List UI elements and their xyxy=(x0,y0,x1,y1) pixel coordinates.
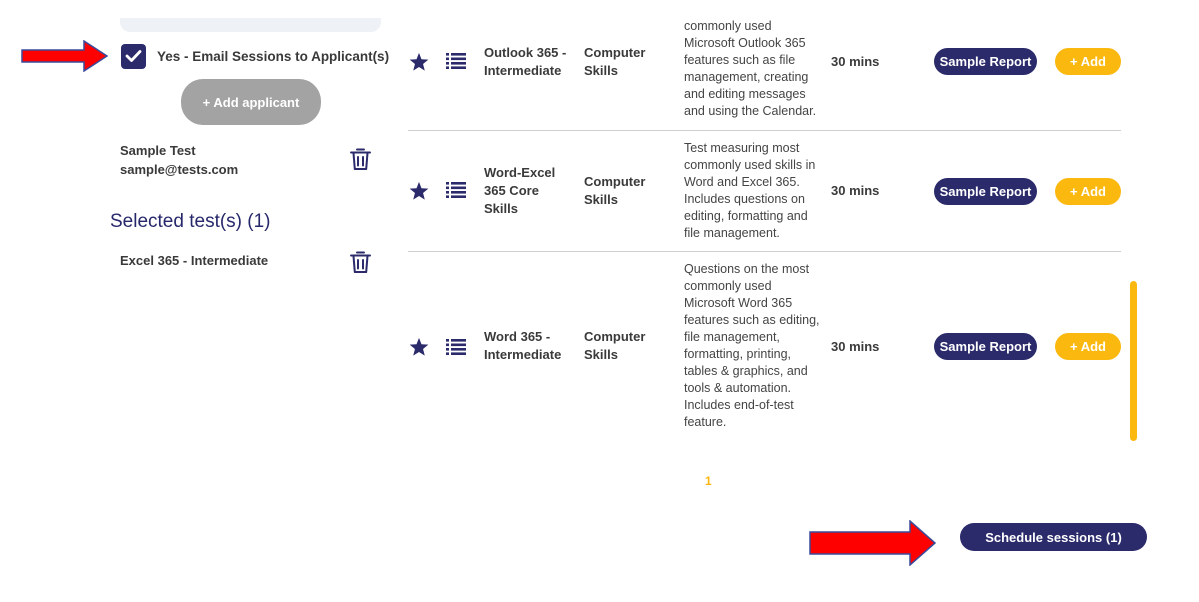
scrollbar[interactable] xyxy=(1130,281,1137,441)
test-duration: 30 mins xyxy=(831,183,880,198)
star-icon[interactable] xyxy=(409,52,429,76)
list-icon[interactable] xyxy=(446,339,466,360)
test-name: Word 365 - Intermediate xyxy=(484,329,562,362)
applicant-email: sample@tests.com xyxy=(120,162,239,177)
add-test-button[interactable]: + Add xyxy=(1055,48,1121,75)
applicant-entry xyxy=(120,141,380,179)
test-duration: 30 mins xyxy=(831,339,880,354)
email-sessions-checkbox[interactable] xyxy=(121,44,146,69)
add-test-button[interactable]: + Add xyxy=(1055,178,1121,205)
trash-icon[interactable] xyxy=(349,250,372,274)
add-test-button[interactable]: + Add xyxy=(1055,333,1121,360)
test-row xyxy=(408,252,1121,440)
add-applicant-button[interactable]: + Add applicant xyxy=(181,79,321,125)
applicant-name: Sample Test xyxy=(120,143,196,158)
test-description: Test measuring most commonly used skills in Word and Excel 365. Includes questions on editing, formatting and file management. xyxy=(684,141,816,240)
star-icon[interactable] xyxy=(409,181,429,205)
test-row xyxy=(408,131,1121,252)
list-icon[interactable] xyxy=(446,182,466,203)
sample-report-button[interactable]: Sample Report xyxy=(934,178,1037,205)
selected-test-item: Excel 365 - Intermediate xyxy=(120,253,269,268)
trash-icon[interactable] xyxy=(349,147,372,171)
test-description: Questions on the most commonly used Microsoft Word 365 features such as editing, file management, formatting, printing, tables & graphics, and tools & automation. Includes end-of-test feature. xyxy=(684,262,820,429)
star-icon[interactable] xyxy=(409,337,429,361)
email-sessions-label: Yes - Email Sessions to Applicant(s) xyxy=(157,48,390,64)
red-arrow-icon xyxy=(809,520,937,566)
list-icon[interactable] xyxy=(446,53,466,74)
test-category: Computer Skills xyxy=(584,45,646,78)
pagination-page[interactable]: 1 xyxy=(705,474,712,488)
test-description: commonly used Microsoft Outlook 365 features such as file management, creating and editing messages and using the Calendar. xyxy=(684,19,817,118)
checkmark-icon xyxy=(125,49,142,63)
schedule-sessions-button[interactable]: Schedule sessions (1) xyxy=(960,523,1147,551)
sample-report-button[interactable]: Sample Report xyxy=(934,48,1037,75)
test-category: Computer Skills xyxy=(584,174,646,207)
test-category: Computer Skills xyxy=(584,329,646,362)
test-name: Outlook 365 - Intermediate xyxy=(484,45,567,78)
test-row xyxy=(408,0,1121,131)
red-arrow-icon xyxy=(21,40,109,72)
email-sessions-option xyxy=(121,42,389,70)
test-duration: 30 mins xyxy=(831,54,880,69)
test-name: Word-Excel 365 Core Skills xyxy=(484,165,556,216)
sample-report-button[interactable]: Sample Report xyxy=(934,333,1037,360)
selected-tests-title: Selected test(s) (1) xyxy=(110,211,271,232)
previous-section-edge xyxy=(120,18,381,32)
